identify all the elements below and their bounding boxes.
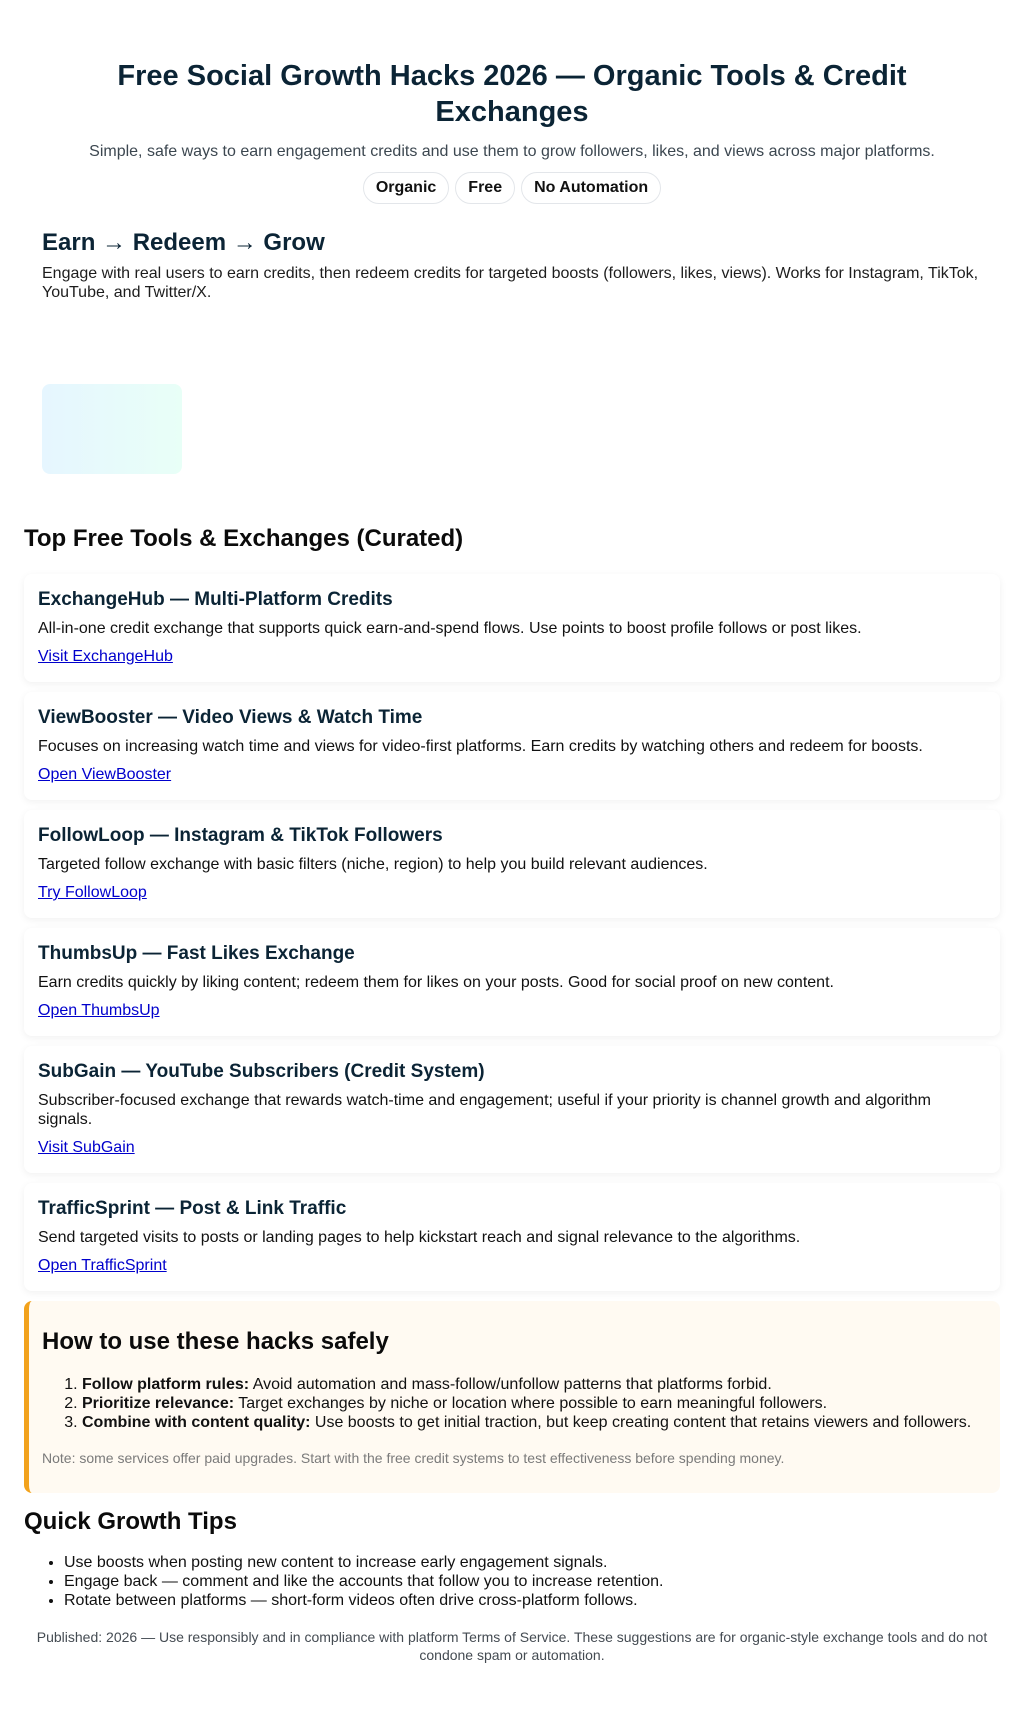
tip-item: • Use boosts when posting new content to increase early engagement signals. [64, 1553, 1000, 1572]
tips-list [24, 1553, 1000, 1610]
try-followloop-link[interactable]: Try FollowLoop [38, 884, 147, 901]
feature-illustration [42, 384, 182, 474]
tool-card-viewbooster [24, 692, 1000, 800]
safety-step [82, 1413, 986, 1432]
safety-step-text: Avoid automation and mass-follow/unfollow patterns that platforms forbid. [249, 1376, 772, 1393]
hero [24, 0, 1000, 204]
tool-card-title: TrafficSprint — Post & Link Traffic [38, 1198, 347, 1219]
tool-card-title: ExchangeHub — Multi-Platform Credits [38, 589, 393, 610]
feature-section [24, 204, 1000, 302]
safety-step [82, 1375, 986, 1394]
open-viewbooster-link[interactable]: Open ViewBooster [38, 766, 172, 783]
tool-card-description: All-in-one credit exchange that supports quick earn-and-spend flows. Use points to boost profile follows or post likes. [38, 620, 862, 637]
open-thumbsup-link[interactable]: Open ThumbsUp [38, 1002, 160, 1019]
feature-description: Engage with real users to earn credits, then redeem credits for targeted boosts (followers, likes, views). Works for Instagram, TikTok, YouTube, and Twitter/X. [42, 265, 979, 301]
safety-note: Note: some services offer paid upgrades. Start with the free credit systems to test effectiveness before spending money. [42, 1450, 785, 1466]
page-container [24, 0, 1000, 1664]
safety-step [82, 1394, 986, 1413]
tool-card-title: ViewBooster — Video Views & Watch Time [38, 707, 423, 728]
safety-step-label: Follow platform rules: [82, 1376, 250, 1393]
safety-step-text: Use boosts to get initial traction, but keep creating content that retains viewers and followers. [310, 1414, 972, 1431]
tag-list [24, 172, 1000, 204]
visit-exchangehub-link[interactable]: Visit ExchangeHub [38, 648, 173, 665]
page-title: Free Social Growth Hacks 2026 — Organic Tools & Credit Exchanges [117, 60, 907, 128]
tip-item: • Engage back — comment and like the accounts that follow you to increase retention. [64, 1572, 1000, 1591]
safety-step-label: Combine with content quality: [82, 1414, 311, 1431]
tag-free: Free [455, 172, 515, 204]
tool-card-trafficsprint [24, 1183, 1000, 1291]
tool-card-description: Focuses on increasing watch time and views for video-first platforms. Earn credits by watching others and redeem for boosts. [38, 738, 923, 755]
tool-card-followloop [24, 810, 1000, 918]
safety-callout [24, 1301, 1000, 1493]
tool-card-title: SubGain — YouTube Subscribers (Credit System) [38, 1061, 485, 1082]
safety-step-label: Prioritize relevance: [82, 1395, 235, 1412]
tool-card-thumbsup [24, 928, 1000, 1036]
tool-card-exchangehub [24, 574, 1000, 682]
open-trafficsprint-link[interactable]: Open TrafficSprint [38, 1257, 167, 1274]
tool-card-subgain [24, 1046, 1000, 1173]
tip-item: • Rotate between platforms — short-form videos often drive cross-platform follows. [64, 1591, 1000, 1610]
feature-title: Earn → Redeem → Grow [42, 229, 325, 256]
tool-card-title: ThumbsUp — Fast Likes Exchange [38, 943, 355, 964]
tool-card-description: Targeted follow exchange with basic filters (niche, region) to help you build relevant audiences. [38, 856, 708, 873]
safety-title: How to use these hacks safely [42, 1328, 389, 1355]
tool-card-description: Earn credits quickly by liking content; redeem them for likes on your posts. Good for social proof on new content. [38, 974, 834, 991]
tag-organic: Organic [363, 172, 449, 204]
visit-subgain-link[interactable]: Visit SubGain [38, 1139, 135, 1156]
tools-list [24, 574, 1000, 1291]
tag-no-automation: No Automation [521, 172, 661, 204]
safety-step-text: Target exchanges by niche or location where possible to earn meaningful followers. [234, 1395, 828, 1412]
safety-steps [42, 1375, 986, 1432]
page-footer: Published: 2026 — Use responsibly and in compliance with platform Terms of Service. These suggestions are for organic-style exchange tools and do not condone spam or automation. [36, 1629, 988, 1663]
tools-section-title: Top Free Tools & Exchanges (Curated) [24, 525, 464, 552]
tips-title: Quick Growth Tips [24, 1508, 237, 1535]
tool-card-title: FollowLoop — Instagram & TikTok Followers [38, 825, 443, 846]
page-subtitle: Simple, safe ways to earn engagement credits and use them to grow followers, likes, and views across major platforms. [89, 143, 935, 160]
tool-card-description: Subscriber-focused exchange that rewards watch-time and engagement; useful if your priority is channel growth and algorithm signals. [38, 1092, 931, 1128]
tool-card-description: Send targeted visits to posts or landing pages to help kickstart reach and signal relevance to the algorithms. [38, 1229, 801, 1246]
